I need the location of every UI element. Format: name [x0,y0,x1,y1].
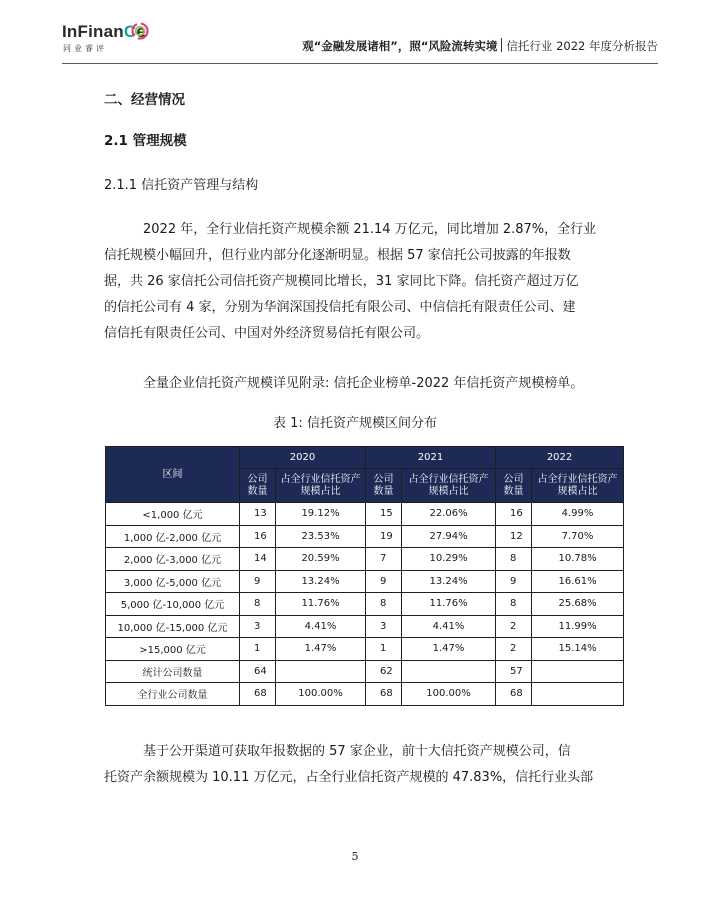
count-cell: 15 [366,503,402,526]
range-cell: 3,000 亿-5,000 亿元 [106,570,240,593]
count-cell: 16 [240,525,276,548]
count-cell: 64 [240,660,276,683]
share-cell: 100.00% [276,683,366,706]
header-report-title: 信托行业 2022 年度分析报告 [506,39,658,53]
count-cell: 8 [240,593,276,616]
paragraph-line: 基于公开渠道可获取年报数据的 57 家企业，前十大信托资产规模公司，信 [143,744,571,759]
count-cell: 2 [496,615,532,638]
range-cell: 全行业公司数量 [106,683,240,706]
paragraph-line: 2022 年，全行业信托资产规模余额 21.14 万亿元，同比增加 2.87%，全行业 [143,222,597,237]
header-titles [302,38,658,54]
section-heading: 二、经营情况 [104,92,185,108]
share-cell: 13.24% [276,570,366,593]
table-row [106,683,624,706]
table-row [106,525,624,548]
share-cell: 7.70% [532,525,624,548]
count-cell: 7 [366,548,402,571]
paragraph-line: 的信托公司有 4 家，分别为华润深国投信托有限公司、中信信托有限责任公司、建 [104,300,576,315]
range-cell: 5,000 亿-10,000 亿元 [106,593,240,616]
count-cell: 12 [496,525,532,548]
count-cell: 13 [240,503,276,526]
table-row [106,570,624,593]
count-cell: 68 [240,683,276,706]
share-cell: 1.47% [276,638,366,661]
share-cell: 4.41% [276,615,366,638]
share-cell: 16.61% [532,570,624,593]
subsubsection-heading: 2.1.1 信托资产管理与结构 [104,178,259,193]
count-cell: 62 [366,660,402,683]
count-cell: 9 [240,570,276,593]
count-cell: 9 [366,570,402,593]
paragraph-top-ten [104,739,606,791]
range-cell: 10,000 亿-15,000 亿元 [106,615,240,638]
range-cell: 统计公司数量 [106,660,240,683]
share-cell: 4.99% [532,503,624,526]
share-header: 占全行业信托资产规模占比 [532,469,624,503]
page-header [62,20,658,64]
page-number: 5 [351,850,359,863]
share-cell [402,660,496,683]
paragraph-line: 全量企业信托资产规模详见附录: 信托企业榜单-2022 年信托资产规模榜单。 [143,376,584,391]
share-cell: 10.29% [402,548,496,571]
share-cell: 4.41% [402,615,496,638]
share-cell: 13.24% [402,570,496,593]
logo-ring-icon [130,20,150,42]
count-cell: 19 [366,525,402,548]
range-cell: 2,000 亿-3,000 亿元 [106,548,240,571]
paragraph-overview [104,217,606,347]
share-cell: 22.06% [402,503,496,526]
count-cell: 1 [240,638,276,661]
share-cell [532,660,624,683]
logo-subtitle: 同业睿评 [63,44,107,53]
range-header: 区间 [106,447,240,503]
share-header: 占全行业信托资产规模占比 [276,469,366,503]
year-header: 2022 [496,447,624,469]
range-cell: <1,000 亿元 [106,503,240,526]
header-divider [501,38,502,52]
share-cell: 11.76% [276,593,366,616]
count-header: 公司数量 [240,469,276,503]
share-cell: 19.12% [276,503,366,526]
share-cell [532,683,624,706]
logo-wordmark: InFinanCe [62,22,146,41]
count-cell: 8 [366,593,402,616]
share-cell: 20.59% [276,548,366,571]
count-cell: 14 [240,548,276,571]
range-cell: 1,000 亿-2,000 亿元 [106,525,240,548]
count-cell: 68 [366,683,402,706]
table-row [106,615,624,638]
share-cell: 1.47% [402,638,496,661]
range-cell: >15,000 亿元 [106,638,240,661]
count-cell: 1 [366,638,402,661]
year-header: 2021 [366,447,496,469]
count-cell: 2 [496,638,532,661]
share-cell: 15.14% [532,638,624,661]
count-cell: 57 [496,660,532,683]
count-cell: 8 [496,548,532,571]
subsection-heading: 2.1 管理规模 [104,133,187,149]
paragraph-line: 据，共 26 家信托公司信托资产规模同比增长，31 家同比下降。信托资产超过万亿 [104,274,579,289]
year-header: 2020 [240,447,366,469]
header-slogan: 观“金融发展诸相”，照“风险流转实境 [302,39,498,53]
share-cell: 10.78% [532,548,624,571]
count-header: 公司数量 [366,469,402,503]
table-row [106,503,624,526]
count-cell: 8 [496,593,532,616]
paragraph-appendix-ref [104,371,606,397]
count-header: 公司数量 [496,469,532,503]
share-cell: 25.68% [532,593,624,616]
infinance-logo [62,22,152,58]
count-cell: 9 [496,570,532,593]
count-cell: 16 [496,503,532,526]
share-cell: 27.94% [402,525,496,548]
count-cell: 68 [496,683,532,706]
paragraph-line: 托资产余额规模为 10.11 万亿元，占全行业信托资产规模的 47.83%，信托行业头部 [104,770,594,785]
share-cell: 11.99% [532,615,624,638]
share-header: 占全行业信托资产规模占比 [402,469,496,503]
table-row [106,638,624,661]
share-cell [276,660,366,683]
share-cell: 100.00% [402,683,496,706]
count-cell: 3 [240,615,276,638]
count-cell: 3 [366,615,402,638]
table-row [106,660,624,683]
table-row [106,593,624,616]
paragraph-line: 信托规模小幅回升，但行业内部分化逐渐明显。根据 57 家信托公司披露的年报数 [104,248,571,263]
paragraph-line: 信信托有限责任公司、中国对外经济贸易信托有限公司。 [104,326,430,341]
table-caption: 表 1: 信托资产规模区间分布 [273,416,437,431]
asset-scale-distribution-table [105,446,624,706]
share-cell: 11.76% [402,593,496,616]
table-row [106,548,624,571]
share-cell: 23.53% [276,525,366,548]
